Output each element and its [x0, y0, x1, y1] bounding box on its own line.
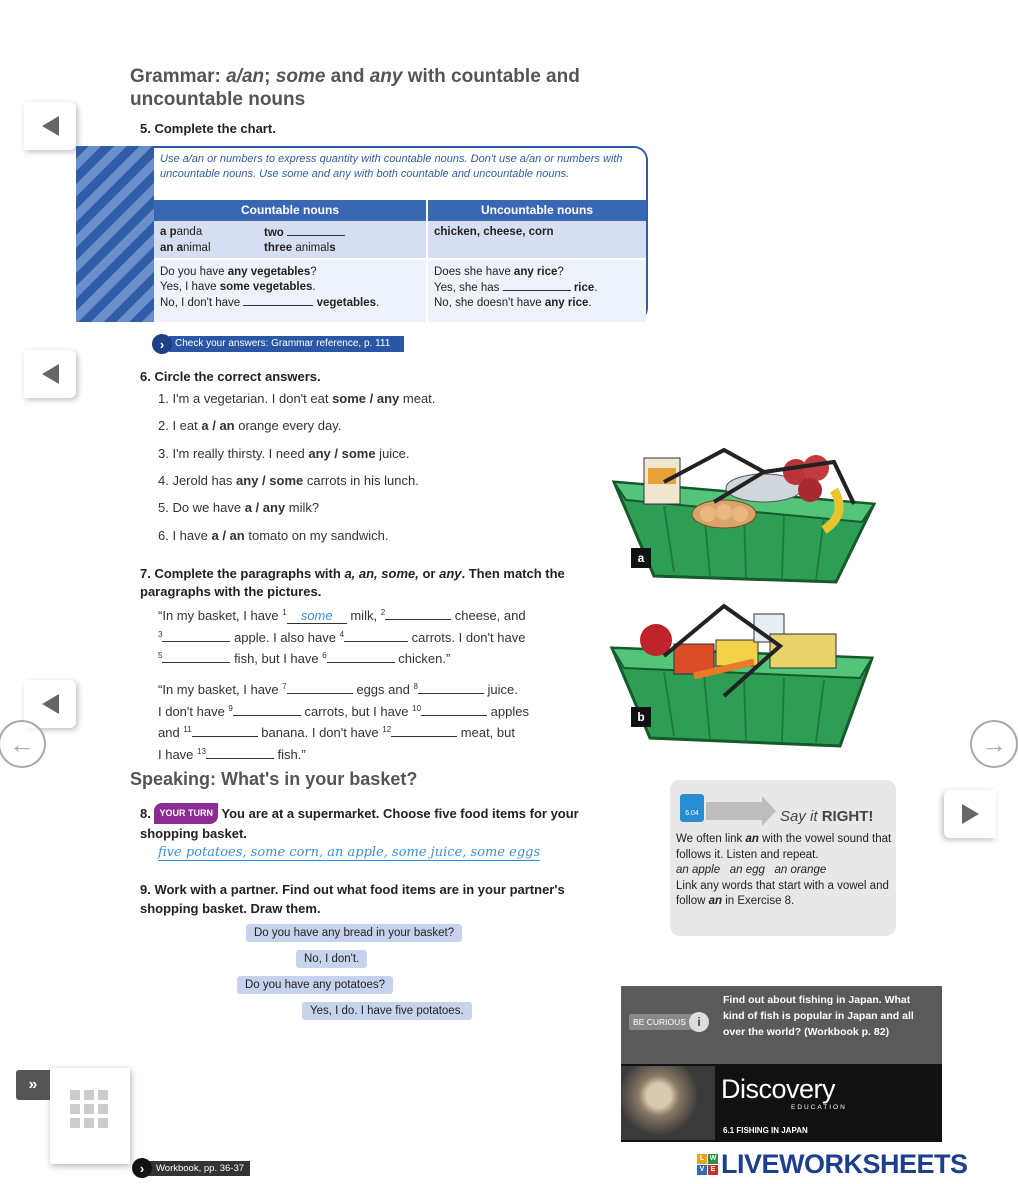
exercise-5-title: 5. Complete the chart. — [140, 121, 276, 136]
countable-examples: a panda two an animal three animals — [154, 221, 428, 260]
exercise-6-title: 6. Circle the correct answers. — [140, 369, 321, 384]
say-it-right-box — [670, 780, 896, 936]
basket-b-illustration — [604, 600, 884, 750]
uncountable-examples: chicken, cheese, corn — [428, 221, 646, 260]
ex6-item-3[interactable]: 3. I'm really thirsty. I need any / some juice. — [158, 446, 410, 461]
liveworksheets-squares-icon: L W V E — [697, 1154, 718, 1175]
exercise-8: 8. YOUR TURN You are at a supermarket. Choose five food items for your shopping basket. — [140, 803, 595, 843]
your-turn-badge: YOUR TURN — [154, 803, 218, 824]
prev-page-tab[interactable] — [24, 102, 76, 150]
grammar-heading: Grammar: a/an; some and any with countable and uncountable nouns — [130, 66, 580, 110]
arrow-left-icon: ← — [9, 728, 35, 759]
double-chevron-icon: » — [28, 1076, 38, 1093]
answer-9[interactable] — [233, 701, 301, 716]
answer-4[interactable] — [344, 627, 408, 642]
ex8-answer[interactable]: five potatoes, some corn, an apple, some juice, some eggs — [158, 845, 541, 860]
blank-uncountable[interactable] — [503, 280, 571, 291]
previous-page-button[interactable] — [0, 720, 46, 768]
arrow-right-icon: → — [981, 728, 1007, 759]
discovery-logo: Discovery — [721, 1074, 836, 1104]
speech-bubble-4: Yes, I do. I have five potatoes. — [302, 1002, 472, 1020]
video-caption: 6.1 FISHING IN JAPAN — [723, 1126, 808, 1135]
chevron-right-icon: › — [132, 1158, 152, 1178]
liveworksheets-logo: L W V E LIVEWORKSHEETS — [697, 1148, 968, 1180]
triangle-right-icon — [962, 804, 979, 824]
speech-bubble-3: Do you have any potatoes? — [237, 976, 393, 994]
discovery-video-panel[interactable] — [621, 1064, 942, 1142]
uncountable-header: Uncountable nouns — [428, 200, 646, 221]
answer-1[interactable]: some — [287, 609, 347, 624]
page-menu-button[interactable] — [50, 1068, 130, 1164]
workbook-link[interactable]: › Workbook, pp. 36-37 — [132, 1158, 250, 1178]
triangle-left-icon — [42, 116, 59, 136]
blank-countable[interactable] — [243, 295, 313, 306]
triangle-left-icon — [42, 694, 59, 714]
speech-bubble-1: Do you have any bread in your basket? — [246, 924, 462, 942]
speech-bubble-2: No, I don't. — [296, 950, 367, 968]
answer-10[interactable] — [421, 701, 487, 716]
answer-2[interactable] — [385, 605, 451, 620]
be-curious-text: Find out about fishing in Japan. What kind of fish is popular in Japan and all over the world? (Workbook p. 82) — [723, 994, 914, 1038]
answer-3[interactable] — [162, 627, 230, 642]
exercise-9-title: 9. Work with a partner. Find out what food items are in your partner's shopping basket. Draw them. — [140, 882, 565, 916]
arrow-decoration — [706, 802, 762, 820]
fast-forward-button[interactable] — [16, 1070, 50, 1100]
answer-6[interactable] — [327, 648, 395, 663]
ex6-item-4[interactable]: 4. Jerold has any / some carrots in his lunch. — [158, 473, 419, 488]
exercise-7-title: 7. Complete the paragraphs with a, an, some, or any. Then match the paragraphs with the pictures. — [140, 566, 565, 599]
answer-5[interactable] — [162, 648, 230, 663]
check-answers-link[interactable]: › Check your answers: Grammar reference, p. 111 — [152, 335, 404, 353]
next-item-tab[interactable] — [944, 790, 996, 838]
chart-stripe-decoration — [76, 146, 156, 322]
be-curious-badge: BE CURIOUS — [629, 1014, 704, 1030]
basket-a-label: a — [631, 548, 651, 568]
blank-two[interactable] — [287, 225, 345, 236]
discovery-sub: EDUCATION — [791, 1104, 847, 1111]
chart-note: Use a/an or numbers to express quantity with countable nouns. Don't use a/an or numbers with uncountable nouns. Use some and any with both countable and uncountable nouns. — [160, 153, 623, 180]
countable-questions: Do you have any vegetables? Yes, I have some vegetables. No, I don't have vegetables. — [154, 260, 428, 322]
basket-a-illustration — [604, 442, 884, 592]
answer-13[interactable] — [206, 744, 274, 759]
countable-header: Countable nouns — [154, 200, 428, 221]
say-it-right-title: Say it RIGHT! — [780, 808, 874, 825]
triangle-left-icon — [42, 364, 59, 384]
ex6-item-1[interactable]: 1. I'm a vegetarian. I don't eat some / any meat. — [158, 391, 436, 406]
prev-section-tab[interactable] — [24, 350, 76, 398]
answer-12[interactable] — [391, 722, 457, 737]
paragraph-1: “In my basket, I have $^1$ some milk, $^2$ cheese, and $^3$ apple. I also have $^4$ carrots. I don't have $^5$ fish, but I have $^6$ chicken.” — [158, 604, 598, 669]
keyhole-icon: i — [689, 1012, 709, 1032]
basket-b-label: b — [631, 707, 651, 727]
audio-icon[interactable]: 6.04 — [680, 794, 704, 822]
chevron-right-icon: › — [152, 334, 172, 354]
grammar-chart — [154, 146, 648, 322]
prev-item-tab[interactable] — [24, 680, 76, 728]
uncountable-questions: Does she have any rice? Yes, she has rice. No, she doesn't have any rice. — [428, 260, 646, 322]
paragraph-2: “In my basket, I have $^7$ eggs and $^8$ juice. I don't have $^9$ carrots, but I have $^{10}$ apples and $^{11}$ banana. I don't have $^{12}$ meat, but I have $^{13}$ fish.” — [158, 678, 598, 764]
answer-7[interactable] — [287, 679, 353, 694]
ex6-item-5[interactable]: 5. Do we have a / any milk? — [158, 500, 320, 515]
answer-11[interactable] — [192, 722, 258, 737]
say-it-right-body: We often link an with the vowel sound that follows it. Listen and repeat. an apple an egg an orange Link any words that start with a vowel and follow an in Exercise 8. — [676, 833, 892, 907]
be-curious-box — [621, 986, 942, 1064]
answer-8[interactable] — [418, 679, 484, 694]
ex6-item-2[interactable]: 2. I eat a / an orange every day. — [158, 418, 342, 433]
speaking-heading: Speaking: What's in your basket? — [130, 769, 418, 789]
fishing-photo — [621, 1066, 715, 1140]
next-page-button[interactable] — [970, 720, 1018, 768]
ex6-item-6[interactable]: 6. I have a / an tomato on my sandwich. — [158, 528, 389, 543]
grid-icon — [70, 1090, 108, 1128]
